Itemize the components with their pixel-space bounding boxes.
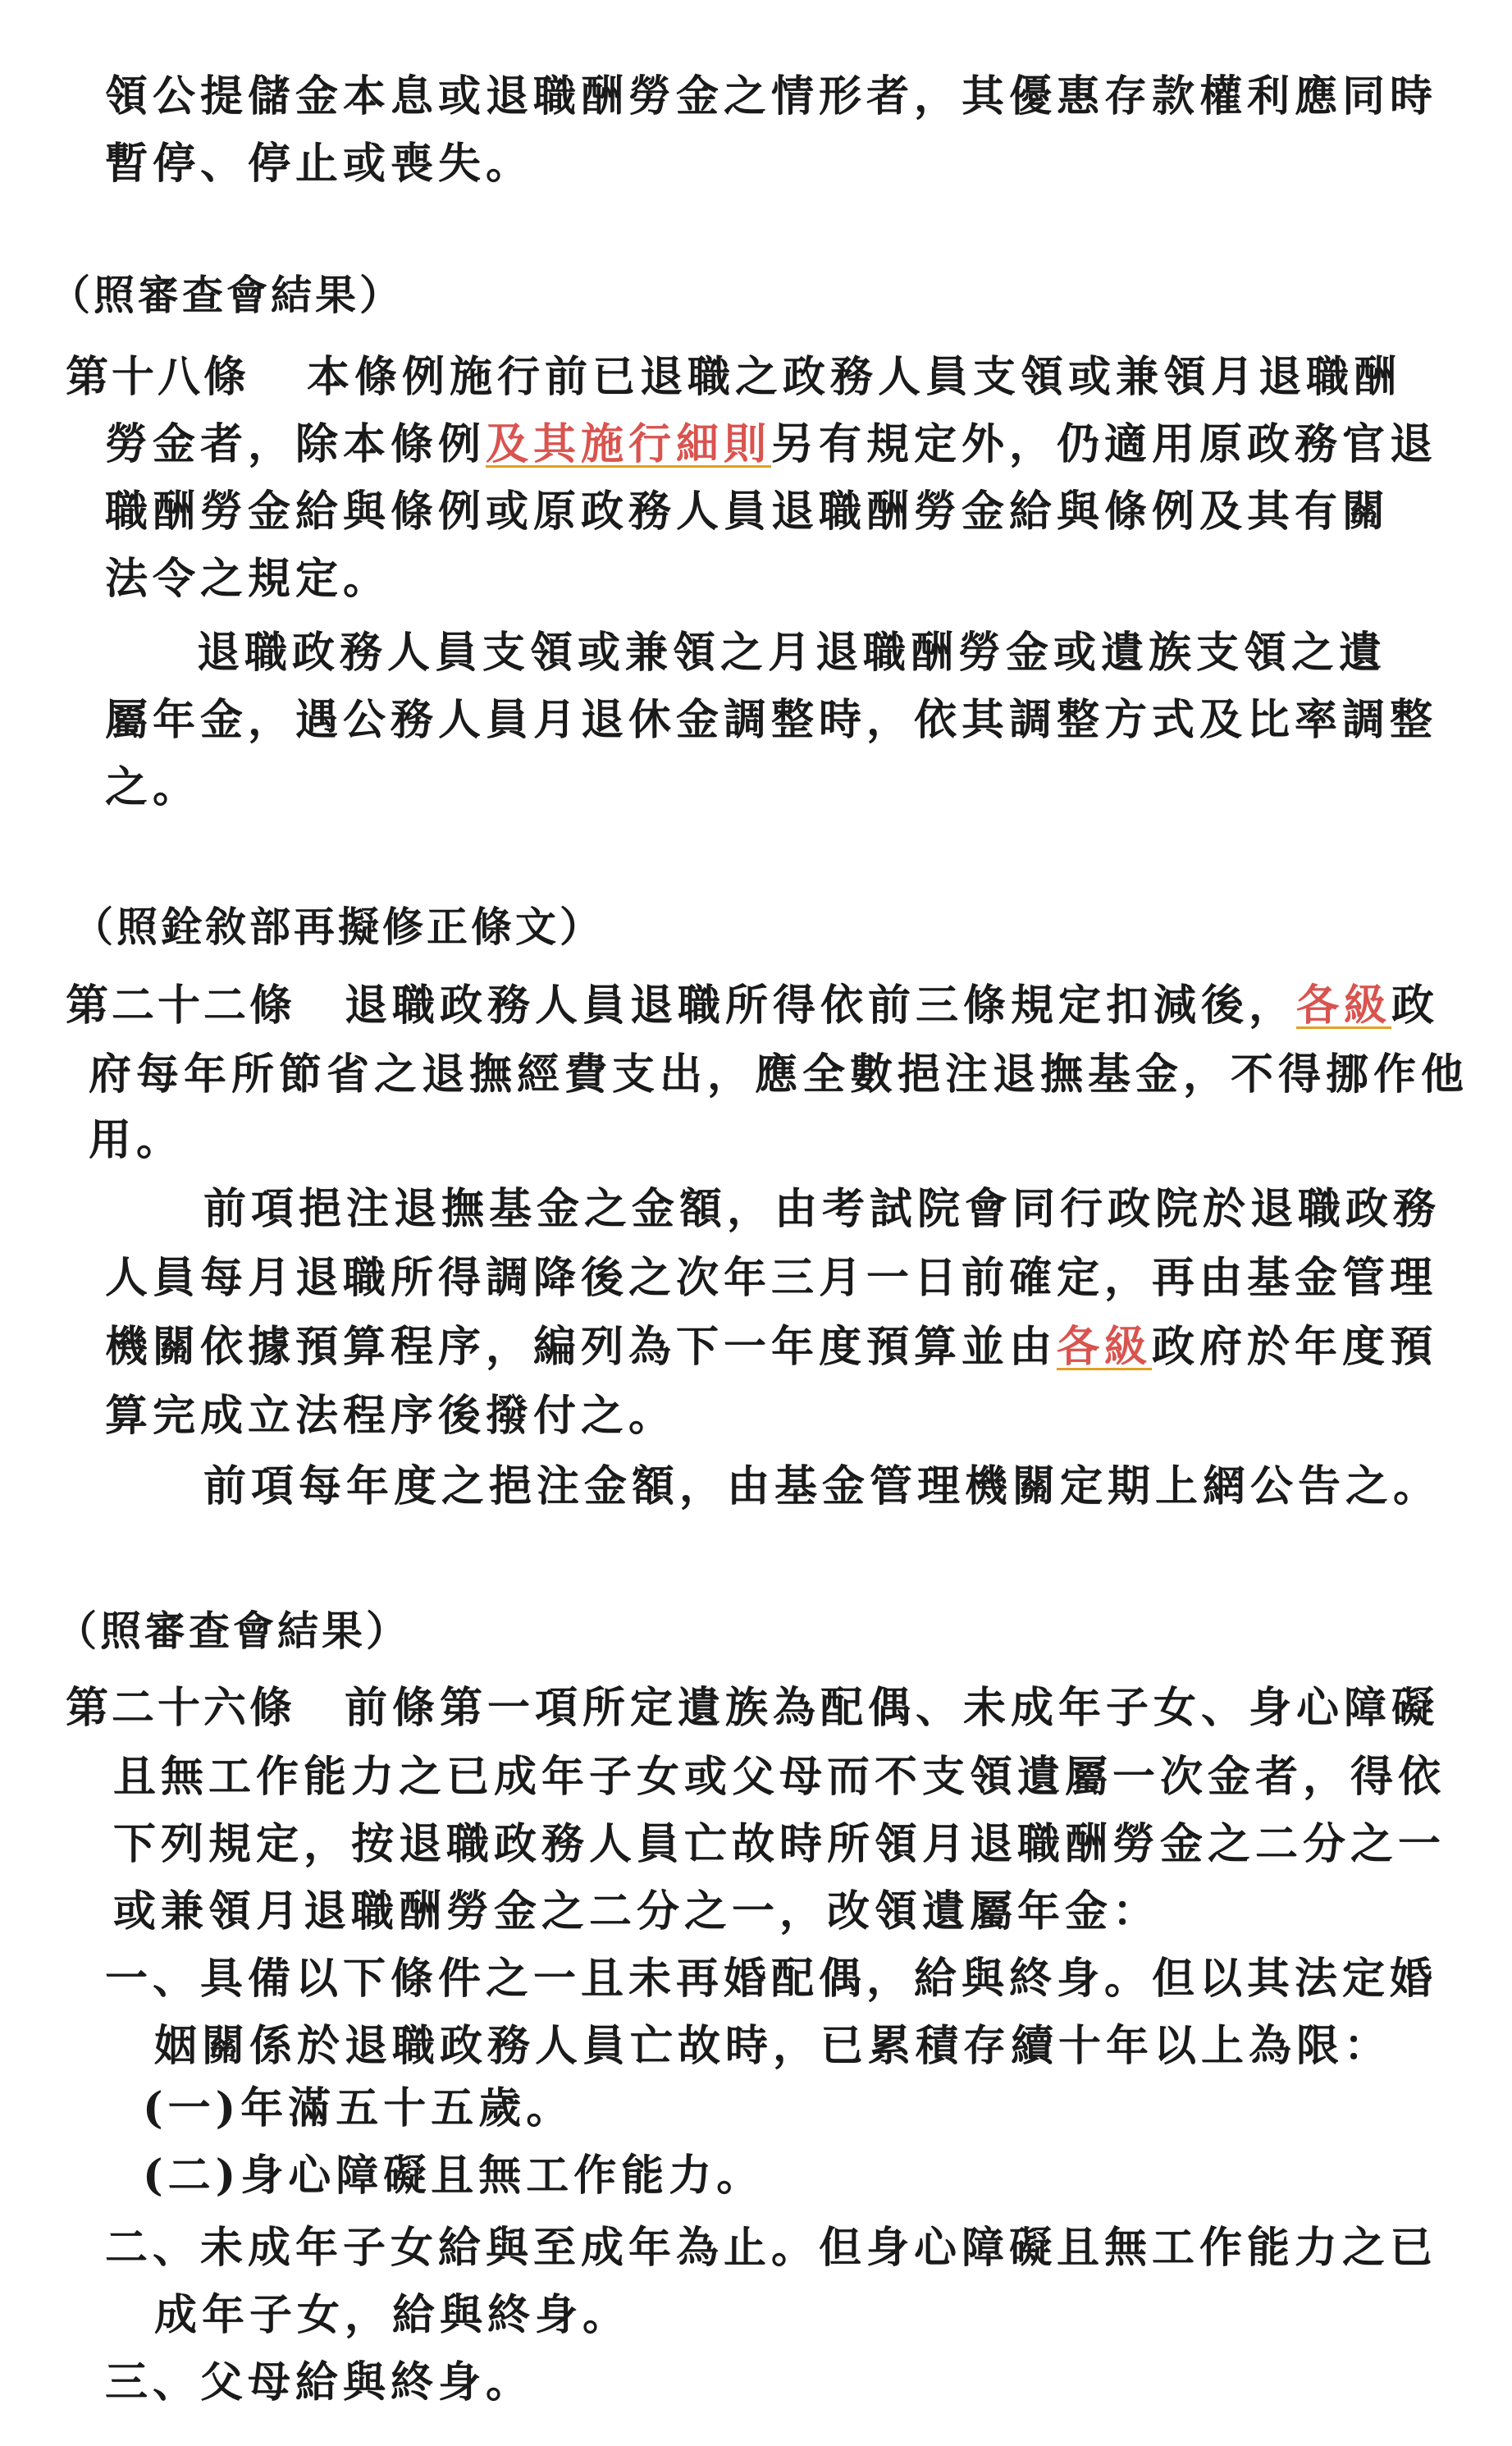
- article-22-text: 政府於年度預: [1152, 1322, 1438, 1372]
- section-3-heading: （照審查會結果）: [56, 1607, 410, 1655]
- article-18-line-1: [66, 353, 1401, 402]
- article-18-line-4: 法令之規定。: [105, 554, 391, 604]
- inserted-text: 各級: [1296, 981, 1392, 1031]
- article-26-line-1: [66, 1684, 1439, 1733]
- intro-line-1: 領公提儲金本息或退職酬勞金之情形者，其優惠存款權利應同時: [105, 71, 1438, 121]
- article-18-text: 勞金者，除本條例: [105, 419, 486, 469]
- article-22-para2-line-3: [105, 1323, 1437, 1372]
- article-26-line-3: 下列規定，按退職政務人員亡故時所領月退職酬勞金之二分之一: [113, 1819, 1446, 1869]
- article-22-para2-line-4: 算完成立法程序後撥付之。: [105, 1391, 677, 1441]
- article-22-line-1: [66, 981, 1439, 1031]
- article-22-text: 機關依據預算程序，編列為下一年度預算並由: [105, 1322, 1057, 1372]
- article-18-line-3: 職酬勞金給與條例或原政務人員退職酬勞金給與條例及其有關: [105, 487, 1391, 537]
- article-18-para2-line-3: 之。: [105, 762, 201, 812]
- article-22-line-3: 用。: [89, 1115, 185, 1165]
- article-18-text: 另有規定外，仍適用原政務官退: [771, 419, 1438, 469]
- section-1-heading: （照審查會結果）: [49, 271, 404, 319]
- article-22-number: 第二十二條: [66, 981, 296, 1031]
- item-2-line-2: 成年子女，給與終身。: [154, 2290, 631, 2340]
- item-3-line-1: 三、父母給與終身。: [105, 2357, 534, 2407]
- inserted-text: 及其施行細則: [486, 419, 772, 469]
- item-1-line-1: 一、具備以下條件之一且未再婚配偶，給與終身。但以其法定婚: [105, 1954, 1438, 2004]
- article-18-para2-line-1: 退職政務人員支領或兼領之月退職酬勞金或遺族支領之遺: [197, 628, 1387, 678]
- item-2-line-1: 二、未成年子女給與至成年為止。但身心障礙且無工作能力之已: [105, 2223, 1438, 2273]
- item-1-sub-1: (一)年滿五十五歲。: [143, 2083, 574, 2133]
- article-18-line-2: [105, 420, 1437, 469]
- item-1-sub-2: (二)身心障礙且無工作能力。: [143, 2151, 765, 2201]
- article-22-para2-line-1: 前項挹注退撫基金之金額，由考試院會同行政院於退職政務: [203, 1184, 1441, 1234]
- article-26-text: 前條第一項所定遺族為配偶、未成年子女、身心障礙: [345, 1683, 1440, 1733]
- article-26-number: 第二十六條: [66, 1683, 296, 1733]
- section-2-heading: （照銓敘部再擬修正條文）: [72, 903, 604, 951]
- article-22-text: 政: [1391, 981, 1440, 1031]
- article-18-para2-line-2: 屬年金，遇公務人員月退休金調整時，依其調整方式及比率調整: [105, 695, 1438, 745]
- article-18-number: 第十八條: [66, 352, 250, 402]
- item-1-line-2: 姻關係於退職政務人員亡故時，已累積存續十年以上為限：: [154, 2021, 1392, 2071]
- article-22-para2-line-2: 人員每月退職所得調降後之次年三月一日前確定，再由基金管理: [105, 1253, 1438, 1303]
- article-22-line-2: 府每年所節省之退撫經費支出，應全數挹注退撫基金，不得挪作他: [89, 1049, 1469, 1100]
- article-22-para3-line-1: 前項每年度之挹注金額，由基金管理機關定期上網公告之。: [203, 1461, 1441, 1511]
- intro-line-2: 暫停、停止或喪失。: [105, 139, 534, 189]
- article-26-line-4: 或兼領月退職酬勞金之二分之一，改領遺屬年金：: [113, 1886, 1161, 1936]
- article-26-line-2: 且無工作能力之已成年子女或父母而不支領遺屬一次金者，得依: [113, 1752, 1446, 1802]
- inserted-text: 各級: [1057, 1322, 1153, 1372]
- article-18-text: 本條例施行前已退職之政務人員支領或兼領月退職酬: [307, 352, 1402, 402]
- article-22-text: 退職政務人員退職所得依前三條規定扣減後，: [345, 981, 1297, 1031]
